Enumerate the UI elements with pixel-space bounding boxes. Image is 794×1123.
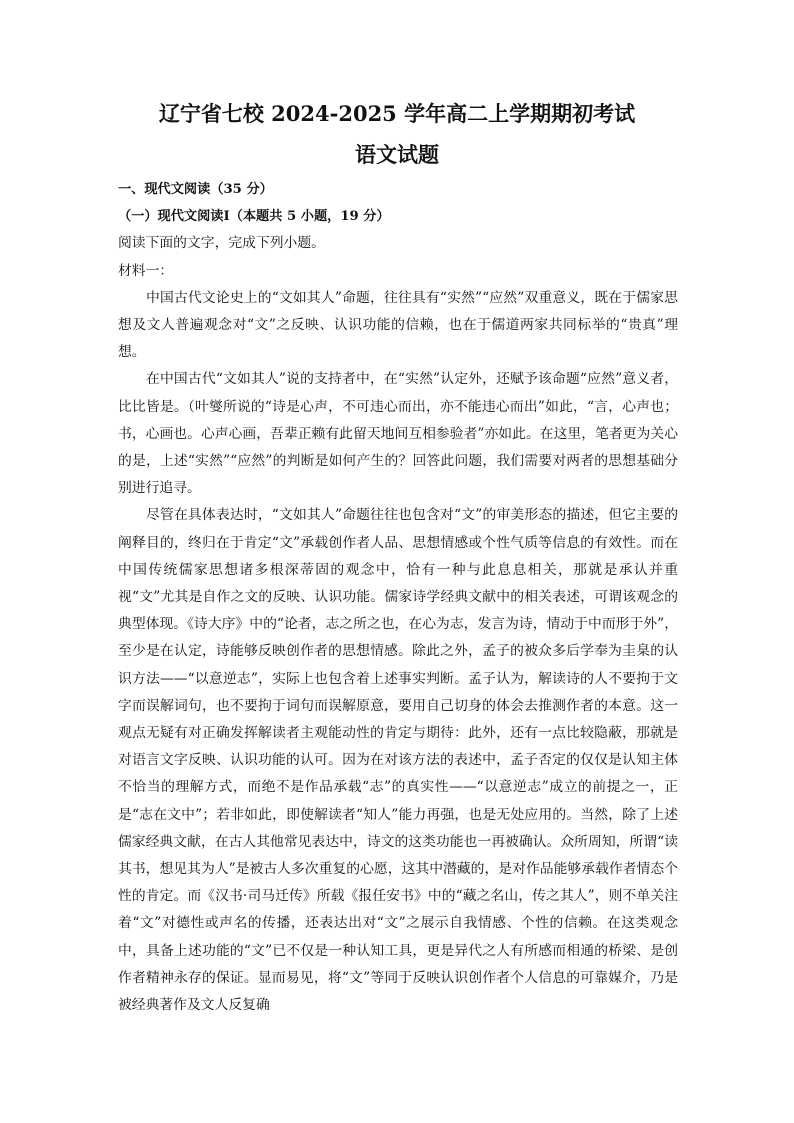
reading-instruction: 阅读下面的文字，完成下列小题。 <box>118 235 325 252</box>
material-label: 材料一： <box>118 262 174 279</box>
document-body <box>118 176 678 1019</box>
section-heading: 一、现代文阅读（35 分） <box>118 182 273 197</box>
paragraph-2: 在中国古代“文如其人”说的支持者中，在“实然”认定外，还赋予该命题“应然”意义者，比比皆是。（叶燮所说的“诗是心声，不可违心而出，亦不能违心而出”如此，“言，心声也；书，心画也。心声心画，吾辈正赖有此留天地间互相参验者”亦如此。在这里，笔者更为关心的是，上述“实然”“应然”的判断是如何产生的？回答此问题，我们需要对两者的思想基础分别进行追寻。 <box>118 371 678 497</box>
paragraph-1: 中国古代文论史上的“文如其人”命题，往往具有“实然”“应然”双重意义，既在于儒家思想及文人普遍观念对“文”之反映、认识功能的信赖，也在于儒道两家共同标举的“贵真”理想。 <box>118 289 678 361</box>
section-subheading: （一）现代文阅读Ⅰ（本题共 5 小题，19 分） <box>118 209 390 225</box>
exam-title: 辽宁省七校 2024-2025 学年高二上学期期初考试 <box>158 101 636 126</box>
exam-subtitle: 语文试题 <box>355 142 439 167</box>
paragraph-3: 尽管在具体表达时，“文如其人”命题往往也包含对“文”的审美形态的描述，但它主要的阐释目的，终归在于肯定“文”承载创作者人品、思想情感或个性气质等信息的有效性。而在中国传统儒家思想诸多根深蒂固的观念中，恰有一种与此息息相关，那就是承认并重视“文”尤其是自作之文的反映、认识功能。儒家诗学经典文献中的相关表述，可谓该观念的典型体现。《诗大序》中的“论者，志之所之也，在心为志，发言为诗，情动于中而形于外”，至少是在认定，诗能够反映创作者的思想情感。除此之外，孟子的被众多后学奉为圭臬的认识方法——“以意逆志”，实际上也包含着上述事实判断。孟子认为，解读诗的人不要拘于文字而误解词句，也不要拘于词句而误解原意，要用自己切身的体会去推测作者的本意。这一观点无疑有对正确发挥解读者主观能动性的肯定与期待：此外，还有一点比较隐蔽，那就是对语言文字反映、认识功能的认可。因为在对该方法的表述中，孟子否定的仅仅是认知主体不恰当的理解方式，而绝不是作品承载“志”的真实性——“以意逆志”成立的前提之一，正是“志在文中”；若非如此，即使解读者“知人”能力再强，也是无处应用的。当然，除了上述儒家经典文献，在古人其他常见表达中，诗文的这类功能也一再被确认。众所周知，所谓“读其书，想见其为人”是被古人多次重复的心愿，这其中潜藏的，是对作品能够承载作者情态个性的肯定。而《汉书·司马迁传》所载《报任安书》中的“藏之名山，传之其人”，则不单关注着“文”对德性或声名的传播，还表达出对“文”之展示自我情感、个性的信赖。在这类观念中，具备上述功能的“文”已不仅是一种认知工具，更是异代之人有所感而相通的桥梁、是创作者精神永存的保证。显而易见，将“文”等同于反映认识创作者个人信息的可靠媒介，乃是被经典著作及文人反复确 <box>118 507 678 1014</box>
